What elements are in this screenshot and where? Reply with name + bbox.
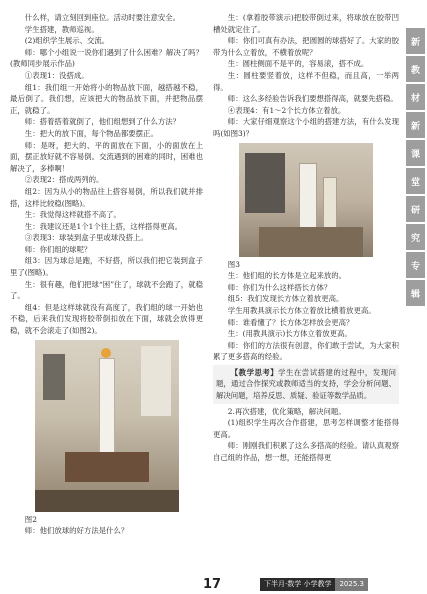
right-after-box-block (213, 406, 399, 464)
paragraph: 师：刚刚我们积累了这么多搭高的经验。请认真观察自己组的作品，想一想，还能搭得更 (213, 441, 399, 463)
page-footer (0, 576, 427, 594)
paragraph: 师：谁看懂了？长方体怎样放会更高？ (227, 317, 354, 327)
paragraph: 师：你们组的球呢？ (24, 244, 92, 254)
right-after-figure-block (213, 270, 399, 363)
paragraph: 生：很有趣，他们把球“困”住了，球就不会跑了，就稳了。 (10, 279, 203, 301)
figure-2-caption: 图2 (24, 514, 37, 524)
left-after-figure-block (10, 525, 203, 537)
paragraph: 师：这么多经验告诉我们要想搭得高，就要先搭稳。 (227, 94, 398, 104)
side-tab: 课 (406, 140, 425, 166)
paragraph: 生：圆柱要竖着放，这样不但稳，而且高，一举两得。 (213, 70, 399, 92)
paragraph: (2)组织学生展示、交流。 (24, 36, 110, 46)
paragraph: 师：你们为什么这样搭长方体？ (227, 282, 332, 292)
paragraph: 组4：但是这样球就没有高度了，我们组的球一开始也不稳，后来我们发现将胶带倒扣放在下面，球就会放得更稳，就不会滚走了(如图2)。 (10, 302, 203, 336)
paragraph: 师：哪个小组说一说你们遇到了什么困难？解决了吗？(教师同步展示作品) (10, 47, 203, 69)
paragraph: 生：圆柱侧面不是平的，容易滚，搭不成。 (227, 59, 369, 69)
right-text-block (213, 12, 399, 140)
paragraph: 师：你们的方法很有创意，你们敢于尝试，为大家积累了更多搭高的经验。 (213, 340, 399, 362)
window-shape (141, 346, 171, 416)
table-shape (65, 452, 149, 482)
side-category-tabs (406, 28, 425, 308)
figure-3-photo (239, 143, 373, 257)
side-tab: 新 (406, 28, 425, 54)
paragraph: 生：(用教具演示)长方体立着放更高。 (227, 329, 352, 339)
desk-shape (259, 227, 363, 257)
paragraph: 什么样，请立刻回到座位。活动时要注意安全。 (24, 13, 181, 22)
paragraph: 组5：我们发现长方体立着放更高。 (227, 294, 344, 304)
paragraph: 学生用教具演示长方体立着放比横着放更高。 (227, 305, 376, 315)
side-tab: 教 (406, 56, 425, 82)
paragraph: 生：(拿着胶带演示)把胶带倒过来，将球放在胶带凹槽处就定住了。 (213, 13, 399, 34)
reflection-text: 学生在尝试搭建的过程中，发现问题，通过合作探究或教师适当的支持，学会分析问题、解决问题，培养反思、质疑、验证等数学品质。 (216, 367, 396, 401)
left-column (10, 12, 203, 537)
ball-on-top (101, 348, 111, 358)
stacked-cuboids (299, 163, 317, 229)
side-tab: 新 (406, 112, 425, 138)
stacked-objects-tower (99, 358, 115, 456)
paragraph: 组2：因为从小的物品往上搭容易倒，所以我们就并排搭，这样比较稳(图略)。 (10, 186, 203, 208)
side-tab: 专 (406, 252, 425, 278)
paragraph: 师：搭着搭着就倒了，他们组想到了什么方法？ (24, 117, 181, 127)
paragraph: 组3：因为球总是跑，不好搭，所以我们把它装到盒子里了(图略)。 (10, 256, 203, 278)
right-column (213, 12, 399, 464)
side-tab: 材 (406, 84, 425, 110)
paragraph: 师：你们可真有办法，把圆圆的球搭好了。大家的胶带为什么立着放，不横着放呢？ (213, 36, 399, 57)
paragraph: (1)组织学生再次合作搭建，思考怎样调整才能搭得更高。 (213, 418, 399, 439)
footer-journal-bar (260, 578, 368, 591)
floor-shape (35, 490, 179, 512)
reflection-tag: 【教学思考】 (230, 367, 279, 377)
side-tab: 辑 (406, 280, 425, 306)
paragraph: 师：他们放球的好方法是什么？ (24, 526, 129, 536)
student-figure-shape (245, 153, 285, 213)
paragraph: ②表现2：搭成两列的。 (24, 175, 104, 185)
standing-cuboid (323, 177, 337, 229)
journal-name: 下半月·数学 小学教学 (260, 578, 335, 591)
paragraph: ①表现1：没搭成。 (24, 70, 89, 80)
paragraph: 2.再次搭建，优化策略，解决问题。 (227, 406, 346, 416)
page-number: 17 (203, 577, 222, 592)
shelf-shape (43, 354, 65, 400)
paragraph: 师：大家仔细观察这个小组的搭建方法，有什么发现吗(如图3)？ (213, 117, 399, 138)
paragraph: 师：是呀，把大的、平的面放在下面，小的面放在上面，摆正放好就不容易倒。交流遇到的困难的同时，困难也解决了，多棒啊！ (10, 140, 203, 173)
paragraph: ③表现3：球装到盒子里或球没搭上。 (24, 233, 148, 243)
issue-date: 2025.3 (335, 578, 368, 591)
figure-2-photo (35, 340, 179, 512)
figure-3-caption: 图3 (227, 259, 240, 269)
paragraph: 生：我觉得这样就搭不高了。 (24, 210, 121, 220)
paragraph: ④表现4：有1～2个长方体立着放。 (227, 105, 346, 115)
paragraph: 学生搭建，教师巡视。 (24, 24, 99, 34)
side-tab: 研 (406, 196, 425, 222)
side-tab: 堂 (406, 168, 425, 194)
paragraph: 生：我建议还是1个1个往上搭，这样搭得更高。 (24, 221, 183, 231)
paragraph: 组1：我们组一开始将小的物品放下面，越搭越不稳，最后倒了。我们想，应该把大的物品放下面，并把物品摆正，就稳了。 (10, 82, 203, 115)
paragraph: 生：他们组的长方体是立起来放的。 (227, 271, 347, 281)
paragraph: 生：把大的放下面，每个物品都要摆正。 (24, 128, 158, 138)
side-tab: 究 (406, 224, 425, 250)
teaching-reflection-box (213, 365, 399, 404)
left-text-block (10, 12, 203, 337)
